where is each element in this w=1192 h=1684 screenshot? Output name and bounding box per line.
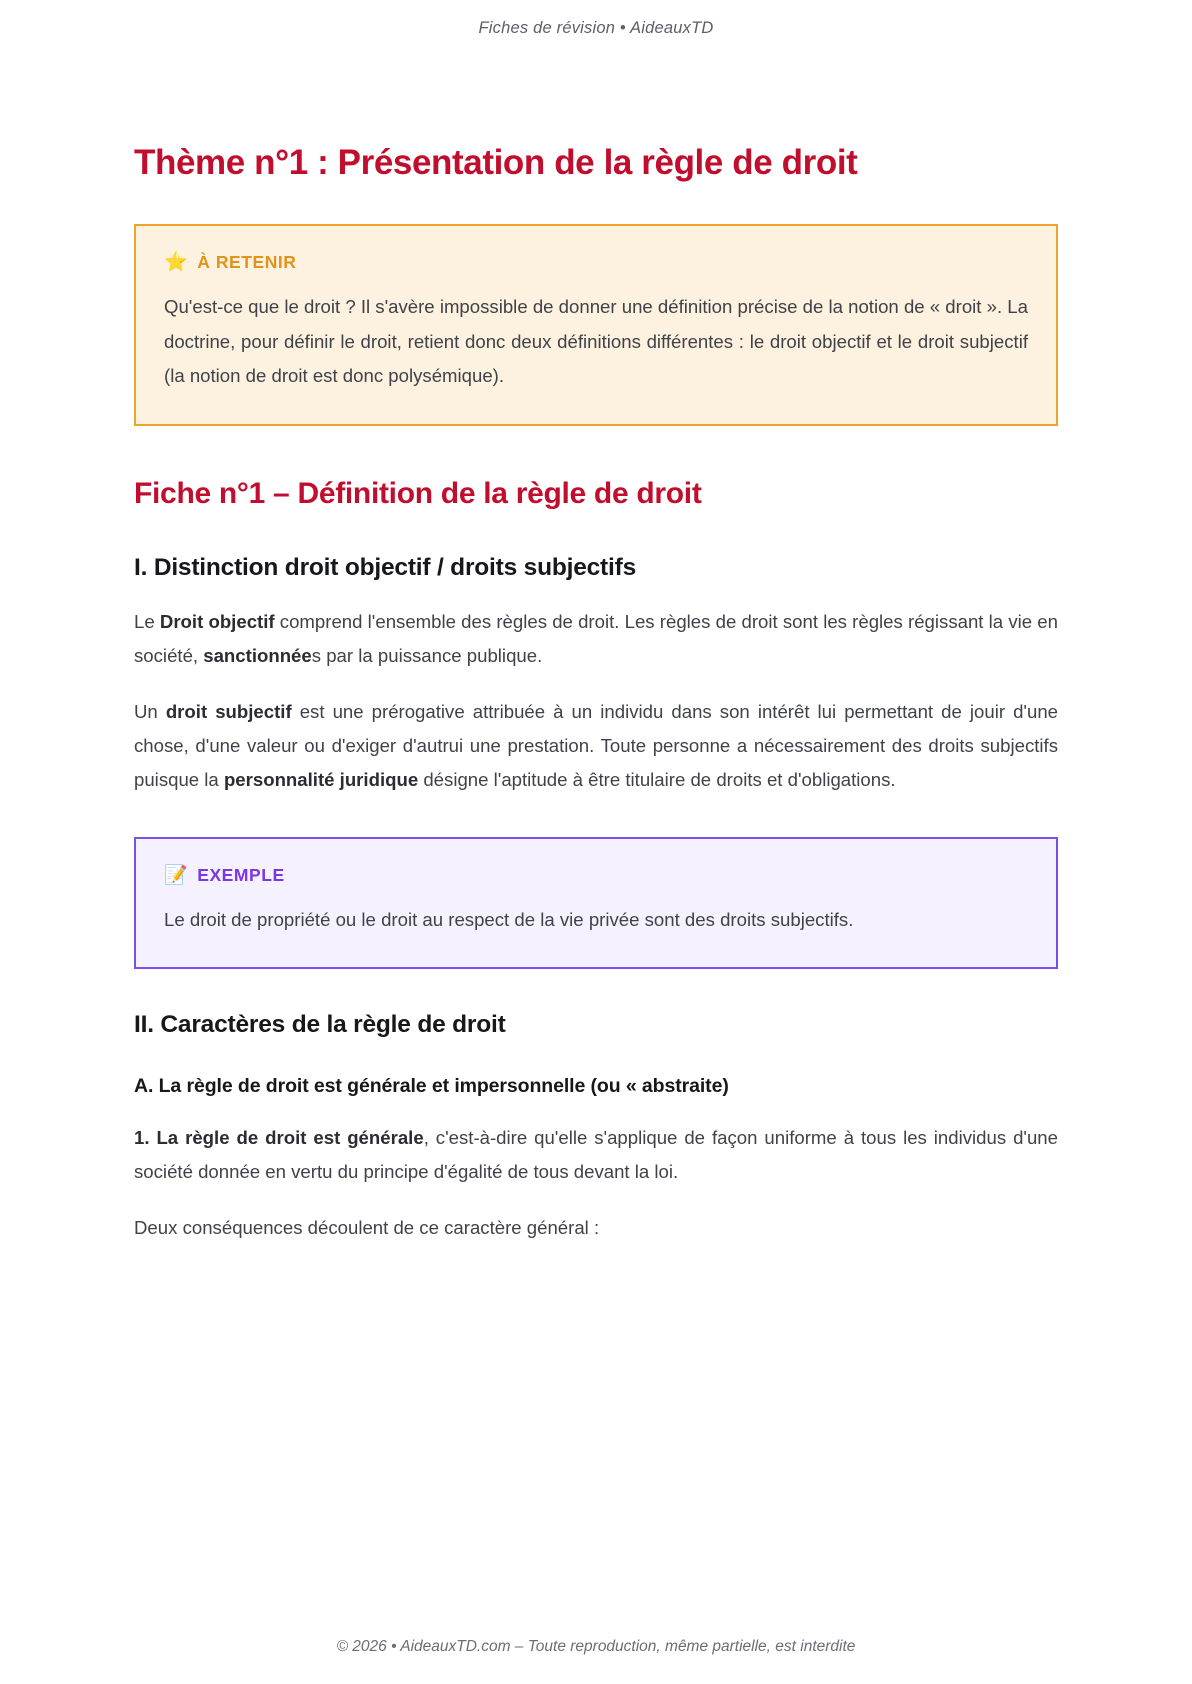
running-footer: © 2026 • AideauxTD.com – Toute reproduction, même partielle, est interdite: [336, 1638, 856, 1655]
text-fragment: comprend l'ensemble des règles de droit. Les règles de droit sont les règles régissant la vie en société,: [134, 611, 1058, 667]
star-icon: ⭐: [164, 252, 189, 273]
bold-sanctionnee: sanctionnée: [203, 645, 312, 667]
callout-label-text: EXEMPLE: [197, 864, 285, 885]
callout-label-text: À RETENIR: [197, 252, 297, 272]
memo-icon: 📝: [164, 864, 189, 886]
paragraph-regle-generale: [134, 1121, 1058, 1189]
text-fragment: s par la puissance publique.: [311, 645, 543, 667]
section-heading-ii: II. Caractères de la règle de droit: [134, 1011, 506, 1039]
text-fragment: , c'est-à-dire qu'elle s'applique de façon uniforme à tous les individus d'une société donnée en vertu du principe d'égalité de tous devant la loi.: [134, 1127, 1058, 1182]
document-content: [0, 38, 1192, 1441]
text-fragment: désigne l'aptitude à être titulaire de droits et d'obligations.: [418, 768, 896, 790]
bold-personnalite-juridique: personnalité juridique: [223, 768, 419, 790]
page-spacer: [0, 1441, 1192, 1638]
callout-label-exemple: [164, 865, 1028, 886]
callout-body-a-retenir: Qu'est-ce que le droit ? Il s'avère impossible de donner une définition précise de la notion de « droit ». La doctrine, pour définir le droit, retient donc deux définitions différentes : le droit objectif et le droit subjectif (la notion de droit est donc polysémique).: [164, 296, 1028, 387]
bold-droit-subjectif: droit subjectif: [165, 701, 292, 723]
paragraph-droit-objectif: [134, 605, 1058, 673]
bold-regle-generale: 1. La règle de droit est générale: [134, 1127, 424, 1149]
text-fragment: est une prérogative attribuée à un individu dans son intérêt lui permettant de jouir d'une chose, d'une valeur ou d'exiger d'autrui une prestation. Toute personne a nécessairement des droits subjectifs puisque la: [134, 701, 1058, 790]
text-fragment: Un: [134, 701, 166, 723]
callout-a-retenir: [134, 224, 1058, 426]
running-header: Fiches de révision • AideauxTD: [478, 19, 714, 37]
paragraph-droit-subjectif: [134, 695, 1058, 796]
callout-exemple: [134, 837, 1058, 970]
fiche-title: Fiche n°1 – Définition de la règle de droit: [134, 476, 702, 510]
paragraph-deux-consequences: Deux conséquences découlent de ce caractère général :: [134, 1216, 600, 1238]
callout-body-exemple: Le droit de propriété ou le droit au respect de la vie privée sont des droits subjectifs.: [164, 908, 854, 930]
subsection-heading-a: A. La règle de droit est générale et impersonnelle (ou « abstraite): [134, 1074, 729, 1097]
text-fragment: Le: [134, 611, 160, 633]
page-title: Thème n°1 : Présentation de la règle de droit: [134, 143, 858, 182]
bold-droit-objectif: Droit objectif: [159, 611, 275, 633]
callout-label-a-retenir: [164, 252, 1028, 273]
section-heading-i: I. Distinction droit objectif / droits subjectifs: [134, 553, 637, 581]
